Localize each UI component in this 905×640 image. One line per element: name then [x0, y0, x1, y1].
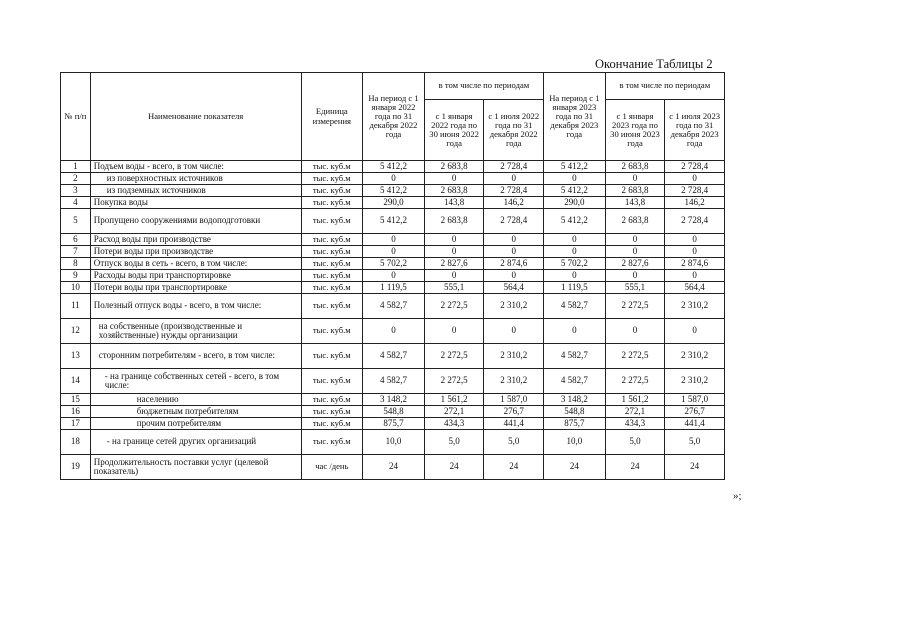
value-cell: 290,0	[544, 197, 606, 209]
value-cell: 24	[544, 455, 606, 480]
row-number: 11	[61, 294, 91, 319]
table-row	[61, 430, 725, 455]
indicator-name: населению	[90, 394, 301, 406]
value-cell: 276,7	[484, 406, 544, 418]
value-cell: 1 587,0	[665, 394, 725, 406]
header-period-2022: На период с 1 января 2022 года по 31 декабря 2022 года	[363, 73, 425, 161]
value-cell: 0	[544, 234, 606, 246]
value-cell: 5,0	[424, 430, 484, 455]
value-cell: 0	[363, 319, 425, 344]
indicator-name: Расходы воды при транспортировке	[90, 270, 301, 282]
row-number: 17	[61, 418, 91, 430]
value-cell: 5 702,2	[363, 258, 425, 270]
value-cell: 2 683,8	[424, 209, 484, 234]
value-cell: 0	[544, 173, 606, 185]
value-cell: 0	[665, 246, 725, 258]
value-cell: 2 728,4	[665, 161, 725, 173]
value-cell: 290,0	[363, 197, 425, 209]
value-cell: 0	[665, 173, 725, 185]
value-cell: 0	[605, 234, 665, 246]
unit-cell: тыс. куб.м	[301, 430, 363, 455]
value-cell: 0	[605, 173, 665, 185]
value-cell: 2 728,4	[665, 185, 725, 197]
value-cell: 2 728,4	[665, 209, 725, 234]
header-period-2023: На период с 1 января 2023 года по 31 декабря 2023 года	[544, 73, 606, 161]
value-cell: 2 683,8	[424, 185, 484, 197]
value-cell: 10,0	[363, 430, 425, 455]
value-cell: 2 310,2	[484, 344, 544, 369]
value-cell: 5 702,2	[544, 258, 606, 270]
value-cell: 5,0	[484, 430, 544, 455]
value-cell: 3 148,2	[363, 394, 425, 406]
value-cell: 875,7	[363, 418, 425, 430]
unit-cell: тыс. куб.м	[301, 319, 363, 344]
indicator-name: сторонним потребителям - всего, в том числе:	[90, 344, 301, 369]
unit-cell: тыс. куб.м	[301, 246, 363, 258]
value-cell: 434,3	[605, 418, 665, 430]
row-number: 8	[61, 258, 91, 270]
value-cell: 2 683,8	[424, 161, 484, 173]
row-number: 2	[61, 173, 91, 185]
value-cell: 146,2	[484, 197, 544, 209]
unit-cell: тыс. куб.м	[301, 209, 363, 234]
header-h2-2023: с 1 июля 2023 года по 31 декабря 2023 года	[665, 100, 725, 161]
table-row	[61, 270, 725, 282]
unit-cell: тыс. куб.м	[301, 234, 363, 246]
value-cell: 0	[544, 319, 606, 344]
value-cell: 272,1	[424, 406, 484, 418]
indicator-name: бюджетным потребителям	[90, 406, 301, 418]
value-cell: 0	[363, 234, 425, 246]
indicator-name: на собственные (производственные и хозяйственные) нужды организации	[90, 319, 301, 344]
value-cell: 0	[484, 270, 544, 282]
header-h1-2022: с 1 января 2022 года по 30 июня 2022 года	[424, 100, 484, 161]
indicator-name: Расход воды при производстве	[90, 234, 301, 246]
value-cell: 0	[424, 319, 484, 344]
value-cell: 2 827,6	[424, 258, 484, 270]
value-cell: 272,1	[605, 406, 665, 418]
value-cell: 4 582,7	[544, 369, 606, 394]
value-cell: 143,8	[424, 197, 484, 209]
value-cell: 0	[363, 246, 425, 258]
row-number: 14	[61, 369, 91, 394]
unit-cell: тыс. куб.м	[301, 161, 363, 173]
indicator-name: - на границе собственных сетей - всего, в том числе:	[90, 369, 301, 394]
indicator-name: - на границе сетей других организаций	[90, 430, 301, 455]
table-row	[61, 173, 725, 185]
value-cell: 1 561,2	[424, 394, 484, 406]
value-cell: 4 582,7	[363, 369, 425, 394]
value-cell: 0	[484, 234, 544, 246]
value-cell: 0	[424, 234, 484, 246]
unit-cell: тыс. куб.м	[301, 282, 363, 294]
value-cell: 2 827,6	[605, 258, 665, 270]
value-cell: 0	[665, 234, 725, 246]
unit-cell: тыс. куб.м	[301, 185, 363, 197]
unit-cell: тыс. куб.м	[301, 270, 363, 282]
table-row	[61, 418, 725, 430]
table-row	[61, 406, 725, 418]
unit-cell: тыс. куб.м	[301, 418, 363, 430]
value-cell: 2 272,5	[605, 369, 665, 394]
indicator-name: Продолжительность поставки услуг (целевой показатель)	[90, 455, 301, 480]
value-cell: 875,7	[544, 418, 606, 430]
value-cell: 0	[424, 270, 484, 282]
unit-cell: час /день	[301, 455, 363, 480]
header-unit: Единица измерения	[301, 73, 363, 161]
row-number: 7	[61, 246, 91, 258]
row-number: 12	[61, 319, 91, 344]
value-cell: 0	[605, 246, 665, 258]
header-h1-2023: с 1 января 2023 года по 30 июня 2023 года	[605, 100, 665, 161]
unit-cell: тыс. куб.м	[301, 294, 363, 319]
indicator-name: прочим потребителям	[90, 418, 301, 430]
row-number: 9	[61, 270, 91, 282]
value-cell: 0	[484, 246, 544, 258]
value-cell: 10,0	[544, 430, 606, 455]
table-row	[61, 369, 725, 394]
value-cell: 2 310,2	[665, 294, 725, 319]
header-num: № п/п	[61, 73, 91, 161]
indicator-name: из поверхностных источников	[90, 173, 301, 185]
value-cell: 2 728,4	[484, 185, 544, 197]
indicator-name: из подземных источников	[90, 185, 301, 197]
table-row	[61, 394, 725, 406]
value-cell: 441,4	[665, 418, 725, 430]
table-row	[61, 455, 725, 480]
value-cell: 2 310,2	[665, 369, 725, 394]
value-cell: 143,8	[605, 197, 665, 209]
indicator-name: Полезный отпуск воды - всего, в том числе:	[90, 294, 301, 319]
value-cell: 4 582,7	[544, 294, 606, 319]
header-h2-2022: с 1 июля 2022 года по 31 декабря 2022 года	[484, 100, 544, 161]
value-cell: 1 561,2	[605, 394, 665, 406]
closing-quote: »;	[733, 490, 742, 502]
value-cell: 548,8	[544, 406, 606, 418]
value-cell: 0	[665, 270, 725, 282]
value-cell: 0	[665, 319, 725, 344]
unit-cell: тыс. куб.м	[301, 394, 363, 406]
value-cell: 0	[544, 246, 606, 258]
table-row	[61, 197, 725, 209]
table-row	[61, 344, 725, 369]
value-cell: 2 683,8	[605, 161, 665, 173]
value-cell: 0	[424, 246, 484, 258]
value-cell: 24	[424, 455, 484, 480]
value-cell: 2 272,5	[424, 369, 484, 394]
header-group-2022: в том числе по периодам	[424, 73, 543, 100]
value-cell: 2 874,6	[484, 258, 544, 270]
value-cell: 2 310,2	[484, 294, 544, 319]
indicator-name: Пропущено сооружениями водоподготовки	[90, 209, 301, 234]
value-cell: 24	[665, 455, 725, 480]
table-row	[61, 258, 725, 270]
value-cell: 24	[363, 455, 425, 480]
value-cell: 555,1	[605, 282, 665, 294]
value-cell: 0	[484, 319, 544, 344]
table-row	[61, 319, 725, 344]
table-row	[61, 294, 725, 319]
value-cell: 0	[363, 270, 425, 282]
unit-cell: тыс. куб.м	[301, 344, 363, 369]
value-cell: 4 582,7	[363, 294, 425, 319]
value-cell: 564,4	[665, 282, 725, 294]
indicators-table	[60, 72, 725, 480]
value-cell: 4 582,7	[544, 344, 606, 369]
unit-cell: тыс. куб.м	[301, 369, 363, 394]
row-number: 10	[61, 282, 91, 294]
value-cell: 2 728,4	[484, 161, 544, 173]
value-cell: 548,8	[363, 406, 425, 418]
value-cell: 2 272,5	[605, 294, 665, 319]
table-body	[61, 161, 725, 480]
value-cell: 5,0	[665, 430, 725, 455]
value-cell: 564,4	[484, 282, 544, 294]
row-number: 16	[61, 406, 91, 418]
value-cell: 276,7	[665, 406, 725, 418]
value-cell: 0	[605, 319, 665, 344]
value-cell: 441,4	[484, 418, 544, 430]
row-number: 15	[61, 394, 91, 406]
row-number: 13	[61, 344, 91, 369]
value-cell: 5 412,2	[363, 209, 425, 234]
table-row	[61, 246, 725, 258]
value-cell: 0	[424, 173, 484, 185]
value-cell: 2 310,2	[665, 344, 725, 369]
value-cell: 2 874,6	[665, 258, 725, 270]
value-cell: 1 587,0	[484, 394, 544, 406]
indicator-name: Отпуск воды в сеть - всего, в том числе:	[90, 258, 301, 270]
value-cell: 146,2	[665, 197, 725, 209]
value-cell: 5 412,2	[544, 209, 606, 234]
value-cell: 2 683,8	[605, 185, 665, 197]
unit-cell: тыс. куб.м	[301, 197, 363, 209]
value-cell: 0	[605, 270, 665, 282]
value-cell: 0	[363, 173, 425, 185]
value-cell: 2 310,2	[484, 369, 544, 394]
table-caption: Окончание Таблицы 2	[595, 57, 713, 71]
value-cell: 555,1	[424, 282, 484, 294]
row-number: 6	[61, 234, 91, 246]
value-cell: 2 683,8	[605, 209, 665, 234]
value-cell: 0	[484, 173, 544, 185]
value-cell: 5,0	[605, 430, 665, 455]
value-cell: 5 412,2	[544, 185, 606, 197]
indicator-name: Потери воды при производстве	[90, 246, 301, 258]
value-cell: 24	[484, 455, 544, 480]
table-row	[61, 161, 725, 173]
table-row	[61, 209, 725, 234]
value-cell: 1 119,5	[544, 282, 606, 294]
indicator-name: Покупка воды	[90, 197, 301, 209]
value-cell: 5 412,2	[544, 161, 606, 173]
unit-cell: тыс. куб.м	[301, 258, 363, 270]
table-row	[61, 282, 725, 294]
header-name: Наименование показателя	[90, 73, 301, 161]
unit-cell: тыс. куб.м	[301, 406, 363, 418]
value-cell: 434,3	[424, 418, 484, 430]
value-cell: 5 412,2	[363, 161, 425, 173]
row-number: 19	[61, 455, 91, 480]
value-cell: 2 272,5	[424, 294, 484, 319]
value-cell: 24	[605, 455, 665, 480]
row-number: 5	[61, 209, 91, 234]
value-cell: 1 119,5	[363, 282, 425, 294]
indicator-name: Подъем воды - всего, в том числе:	[90, 161, 301, 173]
row-number: 18	[61, 430, 91, 455]
table-row	[61, 185, 725, 197]
value-cell: 5 412,2	[363, 185, 425, 197]
value-cell: 3 148,2	[544, 394, 606, 406]
value-cell: 2 272,5	[424, 344, 484, 369]
header-group-2023: в том числе по периодам	[605, 73, 724, 100]
value-cell: 2 272,5	[605, 344, 665, 369]
indicator-name: Потери воды при транспортировке	[90, 282, 301, 294]
row-number: 1	[61, 161, 91, 173]
value-cell: 2 728,4	[484, 209, 544, 234]
row-number: 4	[61, 197, 91, 209]
row-number: 3	[61, 185, 91, 197]
value-cell: 0	[544, 270, 606, 282]
table-row	[61, 234, 725, 246]
unit-cell: тыс. куб.м	[301, 173, 363, 185]
value-cell: 4 582,7	[363, 344, 425, 369]
